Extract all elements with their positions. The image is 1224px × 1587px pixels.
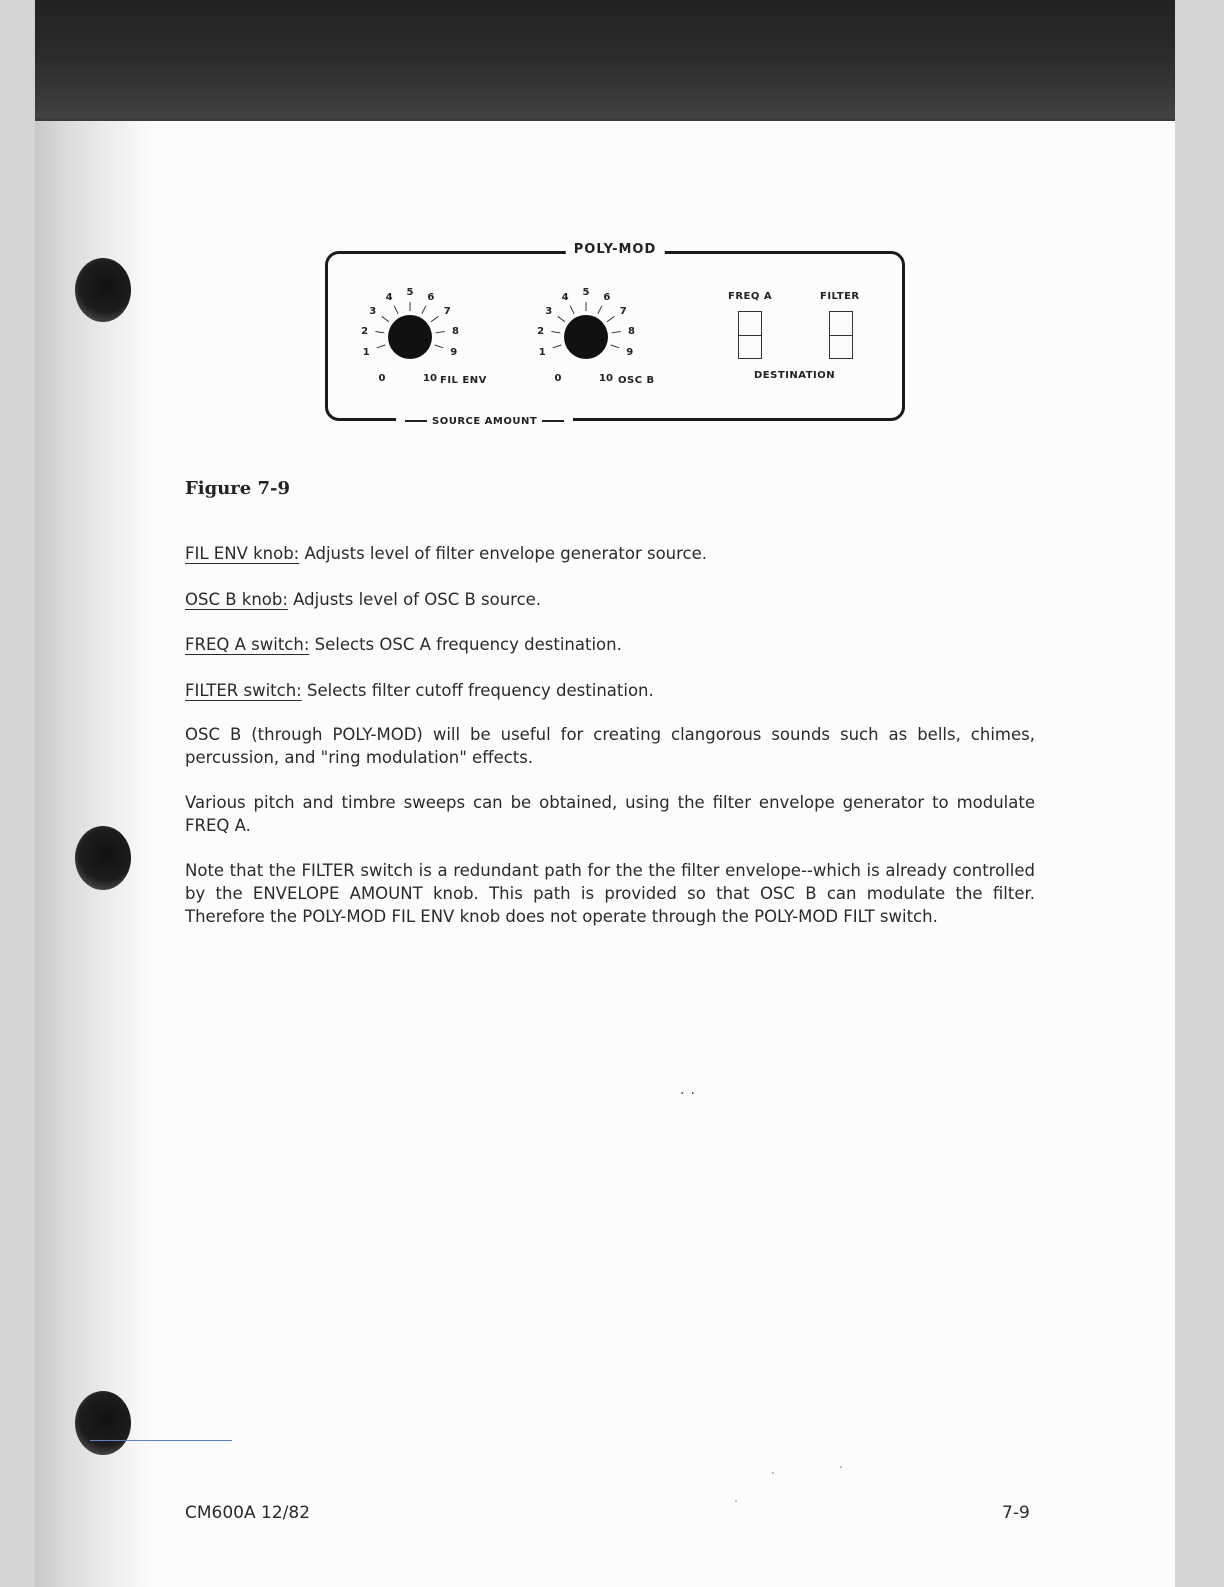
document-page — [35, 118, 1175, 1587]
dial-scale-label: 6 — [603, 292, 611, 304]
definition-filter — [185, 679, 1035, 702]
definition-term: FILTER switch: — [185, 681, 302, 700]
stray-marks: ·· — [680, 1086, 701, 1102]
scan-artifact-line — [90, 1440, 232, 1441]
divider-line — [542, 420, 564, 422]
paragraph-pitch-sweeps: Various pitch and timbre sweeps can be obtained, using the filter envelope generator to modulate FREQ A. — [185, 793, 1035, 835]
filter-switch-label: FILTER — [820, 291, 860, 302]
definition-osc-b — [185, 588, 1035, 611]
dial-scale-label: 7 — [619, 305, 627, 317]
dial-scale-label: 5 — [582, 287, 590, 298]
dial-scale-label: 6 — [427, 292, 435, 304]
knob-cap — [564, 315, 608, 359]
scan-speck — [772, 1472, 774, 1474]
paragraph-filter-note: Note that the FILTER switch is a redundant path for the the filter envelope--which is already controlled by the ENVELOPE AMOUNT knob. This path is provided so that OSC B can modulate the filter. Therefore the POLY-MOD FIL ENV knob does not operate through the POLY-MOD FILT switch. — [185, 861, 1035, 926]
dial-tick — [436, 332, 445, 333]
dial-tick — [375, 332, 384, 333]
dial-scale-label: 0 — [378, 373, 386, 384]
dial-tick — [611, 345, 620, 348]
definition-text: Adjusts level of filter envelope generator source. — [299, 544, 708, 563]
definition-term: FIL ENV knob: — [185, 544, 300, 563]
source-amount-label — [396, 416, 573, 427]
dial-scale-label: 8 — [627, 325, 635, 337]
source-amount-text: SOURCE AMOUNT — [432, 416, 538, 427]
panel-title: POLY-MOD — [566, 242, 665, 257]
dial-tick — [558, 316, 565, 321]
dial-scale-label: 9 — [626, 347, 634, 359]
dial-scale-label: 5 — [406, 287, 414, 298]
dial-scale-label: 7 — [443, 305, 451, 317]
dial-tick — [382, 316, 389, 321]
filter-switch — [829, 311, 853, 359]
poly-mod-panel-diagram — [325, 242, 905, 427]
osc-b-knob-label: OSC B — [618, 375, 655, 386]
dial-tick — [394, 306, 398, 314]
dial-scale-label: 2 — [537, 325, 545, 337]
dial-tick — [612, 332, 621, 333]
dial-scale-label: 4 — [561, 292, 569, 304]
dial-tick — [435, 345, 444, 348]
dial-scale-label: 1 — [362, 347, 370, 359]
page-number: 7-9 — [1002, 1503, 1030, 1523]
destination-label: DESTINATION — [754, 370, 836, 381]
fil-env-knob-label: FIL ENV — [440, 375, 487, 386]
definition-text: Selects filter cutoff frequency destination. — [301, 681, 654, 700]
binder-hole-bottom — [75, 1391, 131, 1455]
dial-scale-label: 9 — [450, 347, 458, 359]
freq-a-switch-label: FREQ A — [728, 291, 773, 302]
figure-caption: Figure 7-9 — [185, 478, 291, 499]
scan-speck — [735, 1500, 737, 1502]
dial-tick — [377, 345, 386, 348]
divider-line — [405, 420, 427, 422]
dial-tick — [431, 316, 438, 321]
dial-scale-label: 0 — [554, 373, 562, 384]
document-code: CM600A 12/82 — [185, 1503, 311, 1523]
binder-hole-top — [75, 258, 131, 322]
dial-tick — [607, 316, 614, 321]
definition-fil-env — [185, 542, 1035, 565]
definition-text: Adjusts level of OSC B source. — [287, 590, 542, 609]
dial-tick — [598, 306, 602, 314]
scan-speck — [840, 1466, 842, 1468]
binder-hole-middle — [75, 826, 131, 890]
dial-tick — [570, 306, 574, 314]
dial-tick — [551, 332, 560, 333]
knob-cap — [388, 315, 432, 359]
definition-term: FREQ A switch: — [185, 635, 310, 654]
dial-tick — [422, 306, 426, 314]
dial-scale-label: 4 — [385, 292, 393, 304]
freq-a-switch — [738, 311, 762, 359]
definition-freq-a — [185, 633, 1035, 656]
dial-tick — [553, 345, 562, 348]
paragraph-osc-b-usage: OSC B (through POLY-MOD) will be useful for creating clangorous sounds such as bells, chimes, percussion, and "ring modulation" effects. — [185, 725, 1035, 767]
definition-text: Selects OSC A frequency destination. — [309, 635, 622, 654]
dial-scale-label: 3 — [545, 305, 553, 317]
definition-term: OSC B knob: — [185, 590, 288, 609]
dial-scale-label: 10 — [599, 373, 613, 384]
dial-scale-label: 1 — [538, 347, 546, 359]
dial-scale-label: 8 — [451, 325, 459, 337]
scan-background-top — [35, 0, 1175, 128]
dial-scale-label: 2 — [361, 325, 369, 337]
dial-scale-label: 10 — [423, 373, 437, 384]
dial-scale-label: 3 — [369, 305, 377, 317]
